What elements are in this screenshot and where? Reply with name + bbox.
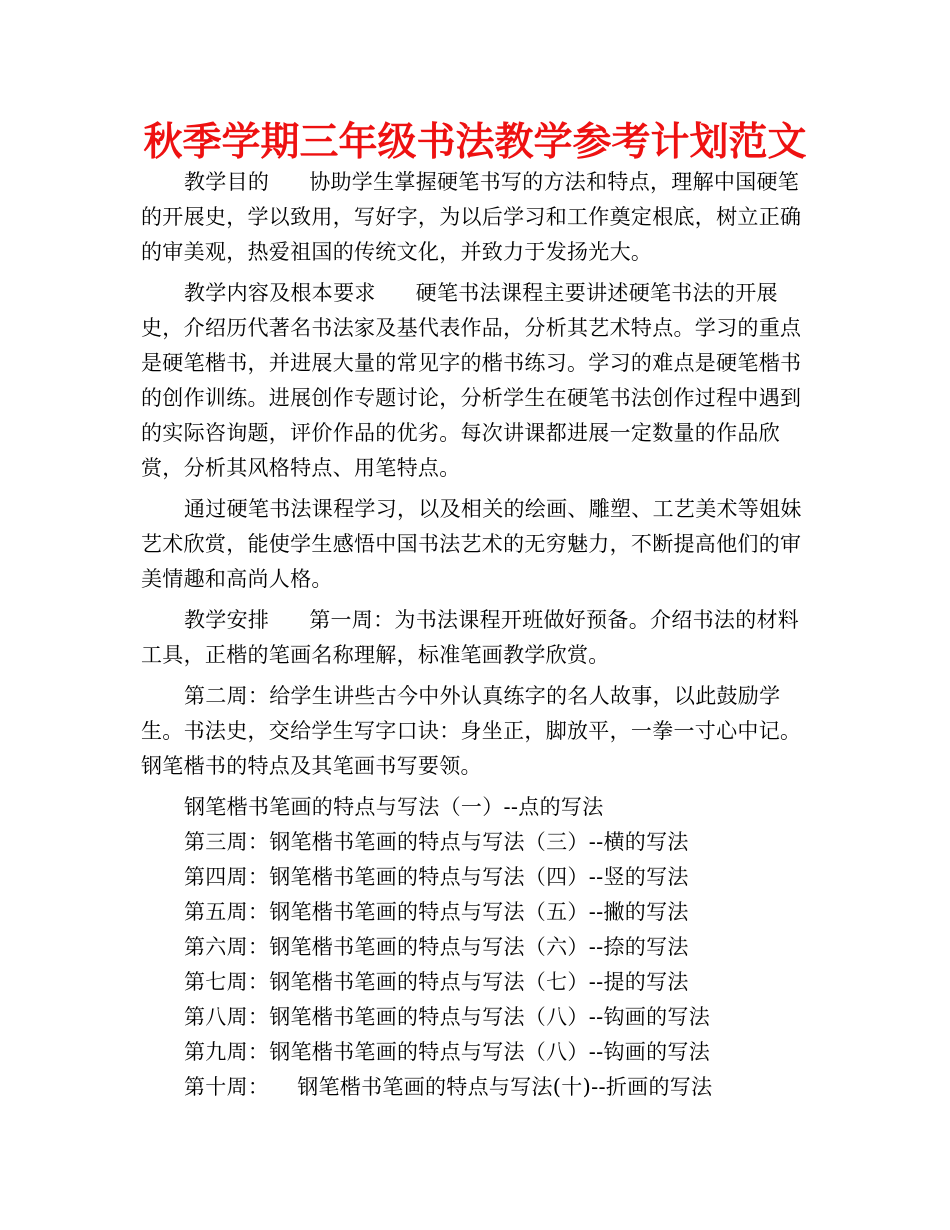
document-body [141, 165, 811, 1105]
week10-text: 钢笔楷书笔画的特点与写法(十)--折画的写法 [297, 1075, 713, 1099]
week10-label: 第十周： [184, 1075, 270, 1099]
schedule-line: 第六周：钢笔楷书笔画的特点与写法（六）--捺的写法 [184, 935, 689, 959]
appreciation-text: 通过硬笔书法课程学习，以及相关的绘画、雕塑、工艺美术等姐妹艺术欣赏，能使学生感悟中国书法艺术的无穷魅力，不断提高他们的审美情趣和高尚人格。 [141, 497, 802, 591]
schedule-line-week10 [141, 1070, 811, 1105]
week2-text: 第二周：给学生讲些古今中外认真练字的名人故事，以此鼓励学生。书法史，交给学生写字口诀：身坐正，脚放平，一拳一寸心中记。钢笔楷书的特点及其笔画书写要领。 [141, 684, 802, 778]
content-label: 教学内容及根本要求 [184, 281, 376, 305]
schedule-line: 第七周：钢笔楷书笔画的特点与写法（七）--提的写法 [184, 970, 689, 994]
schedule-line: 第三周：钢笔楷书笔画的特点与写法（三）--横的写法 [184, 830, 689, 854]
paragraph-schedule-week1 [141, 603, 811, 673]
schedule-line: 第四周：钢笔楷书笔画的特点与写法（四）--竖的写法 [184, 865, 689, 889]
schedule-line: 第五周：钢笔楷书笔画的特点与写法（五）--撇的写法 [184, 900, 689, 924]
schedule-line: 第八周：钢笔楷书笔画的特点与写法（八）--钩画的写法 [184, 1005, 710, 1029]
paragraph-appreciation [141, 492, 811, 597]
schedule-line: 钢笔楷书笔画的特点与写法（一）--点的写法 [184, 795, 604, 819]
schedule-line: 第九周：钢笔楷书笔画的特点与写法（八）--钩画的写法 [184, 1040, 710, 1064]
goal-label: 教学目的 [184, 170, 270, 194]
page-title: 秋季学期三年级书法教学参考计划范文 [143, 120, 807, 165]
paragraph-content [141, 276, 811, 486]
schedule-label: 教学安排 [184, 608, 270, 632]
paragraph-week2 [141, 679, 811, 784]
goal-text: 协助学生掌握硬笔书写的方法和特点，理解中国硬笔的开展史，学以致用，写好字，为以后学习和工作奠定根底，树立正确的审美观，热爱祖国的传统文化，并致力于发扬光大。 [141, 170, 802, 264]
week1-text: 第一周：为书法课程开班做好预备。介绍书法的材料工具，正楷的笔画名称理解，标准笔画教学欣赏。 [141, 608, 800, 667]
content-text: 硬笔书法课程主要讲述硬笔书法的开展史，介绍历代著名书法家及基代表作品，分析其艺术特点。学习的重点是硬笔楷书，并进展大量的常见字的楷书练习。学习的难点是硬笔楷书的创作训练。进展创作专题讨论，分析学生在硬笔书法创作过程中遇到的实际咨询题，评价作品的优劣。每次讲课都进展一定数量的作品欣赏，分析其风格特点、用笔特点。 [141, 281, 802, 480]
paragraph-goal [141, 165, 811, 270]
